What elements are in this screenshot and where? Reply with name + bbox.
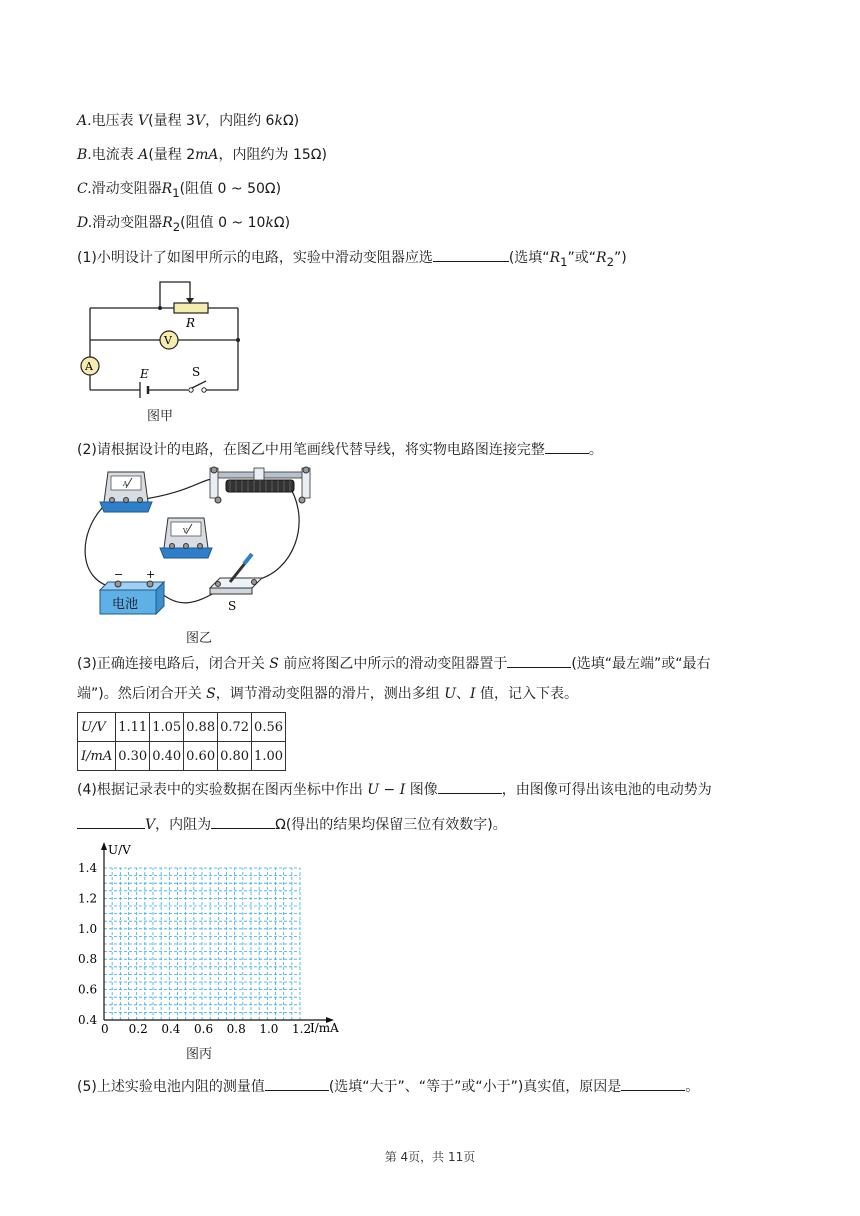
table-cell: 1.11 (116, 713, 150, 742)
table-cell: 0.56 (252, 713, 286, 742)
answer-blank[interactable] (77, 814, 145, 829)
table-cell: 0.80 (218, 742, 252, 771)
svg-text:A: A (85, 360, 93, 373)
y-tick-label: 1.2 (78, 891, 98, 906)
y-tick-label: 1.4 (78, 861, 98, 875)
caption-bing: 图丙 (186, 1047, 213, 1062)
table-row (78, 713, 286, 742)
question-3-line-1: (3)正确连接电路后，闭合开关 S 前应将图乙中所示的滑动变阻器置于 (选填“最左端”或“最右 (77, 653, 711, 674)
table-cell: 0.88 (184, 713, 218, 742)
answer-blank[interactable] (211, 814, 275, 829)
option-b: B.电流表 A(量程 2mA，内阻约为 15Ω) (77, 147, 327, 163)
x-tick-label: 1.2 (292, 1022, 312, 1036)
axes (101, 842, 334, 1023)
physical-circuit-yi (78, 462, 328, 622)
x-tick-label: 1.0 (259, 1022, 279, 1036)
voltmeter-device (160, 518, 212, 558)
table-cell: 1.05 (150, 713, 184, 742)
svg-text:+: + (146, 568, 156, 581)
question-2: (2)请根据设计的电路，在图乙中用笔画线代替导线，将实物电路图连接完整 。 (77, 439, 603, 460)
x-tick-label: 0 (101, 1022, 109, 1036)
x-tick-label: 0.8 (226, 1022, 246, 1036)
caption-yi: 图乙 (186, 631, 213, 646)
question-3-line-2: 端”)。然后闭合开关 S，调节滑动变阻器的滑片，测出多组 U、I 值，记入下表。 (77, 686, 579, 702)
data-table (77, 712, 286, 771)
answer-blank[interactable] (438, 779, 502, 794)
svg-text:V: V (183, 528, 188, 535)
y-axis-label: U/V (108, 843, 131, 857)
answer-blank[interactable] (545, 439, 589, 454)
svg-text:电池: 电池 (112, 597, 139, 612)
question-4-line-1: (4)根据记录表中的实验数据在图丙坐标中作出 U − I 图像 ，由图像可得出该电池的电动势为 (77, 779, 712, 800)
svg-text:V: V (164, 334, 172, 347)
y-tick-label: 1.0 (78, 921, 98, 936)
svg-text:S: S (228, 599, 237, 613)
question-5: (5)上述实验电池内阻的测量值 (选填“大于”、“等于”或“小于”)真实值，原因是 。 (77, 1076, 699, 1097)
y-tick-label: 0.8 (78, 952, 98, 967)
answer-blank[interactable] (507, 653, 571, 668)
question-4-line-2: V，内阻为 Ω(得出的结果均保留三位有效数字)。 (77, 814, 507, 835)
caption-jia: 图甲 (147, 409, 174, 424)
table-header-i: I/mA (78, 742, 116, 771)
label-r: R (186, 316, 196, 330)
x-axis-label: I/mA (310, 1021, 339, 1035)
page-footer: 第 4页，共 11页 (384, 1150, 476, 1164)
label-s: S (192, 365, 201, 379)
svg-text:A: A (123, 481, 128, 488)
table-cell: 0.72 (218, 713, 252, 742)
tick-labels (78, 861, 311, 1036)
switch-device (210, 554, 262, 613)
y-tick-label: 0.4 (78, 1013, 98, 1027)
grid-lines (104, 868, 300, 1020)
table-cell: 1.00 (252, 742, 286, 771)
svg-text:−: − (114, 568, 124, 581)
y-axis-arrow (101, 842, 107, 850)
battery-device (100, 568, 164, 614)
x-tick-label: 0.6 (194, 1022, 214, 1036)
table-cell: 0.30 (116, 742, 150, 771)
option-c: C.滑动变阻器$R_1$(阻值 0 ~ 50Ω) (77, 181, 282, 200)
option-a: A.电压表 V(量程 3V，内阻约 6kΩ) (77, 113, 300, 129)
answer-blank[interactable] (433, 247, 509, 262)
rheostat-symbol (174, 303, 208, 313)
y-tick-label: 0.6 (78, 982, 98, 997)
label-e: E (140, 367, 149, 381)
table-header-u: U/V (78, 713, 116, 742)
question-1: (1)小明设计了如图甲所示的电路，实验中滑动变阻器应选 (选填“$R_1$”或“$R_2$”) (77, 247, 627, 272)
table-row (78, 742, 286, 771)
x-tick-label: 0.2 (128, 1022, 148, 1036)
answer-blank[interactable] (265, 1076, 329, 1091)
circuit-diagram-jia (78, 278, 248, 400)
table-cell: 0.60 (184, 742, 218, 771)
option-d: D.滑动变阻器$R_2$(阻值 0 ~ 10kΩ) (77, 215, 291, 234)
answer-blank[interactable] (621, 1076, 685, 1091)
ammeter-device (100, 472, 152, 512)
table-cell: 0.40 (150, 742, 184, 771)
x-tick-label: 0.4 (161, 1022, 181, 1036)
ui-graph-grid (70, 840, 350, 1040)
